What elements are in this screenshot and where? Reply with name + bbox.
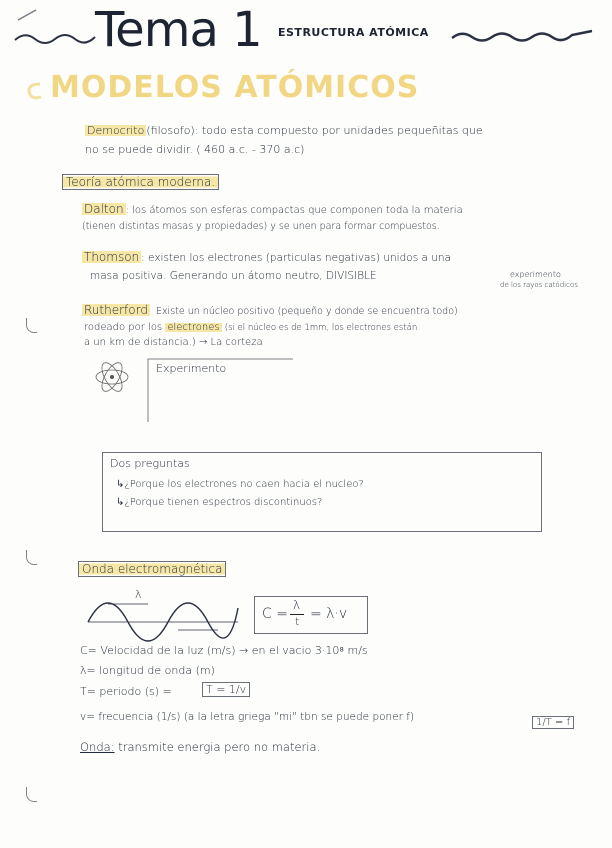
thomson-line1 <box>82 250 451 264</box>
thomson-note-2: de los rayos catódicos <box>500 281 578 289</box>
preguntas-q1: ↳¿Porque los electrones no caen hacia el nucleo? <box>116 479 364 490</box>
formula-t: t <box>295 615 300 628</box>
dalton-name: Dalton <box>84 202 124 216</box>
margin-mark-2 <box>26 550 37 565</box>
formula-c: C = <box>262 606 288 622</box>
thomson-note-1: experimento <box>510 270 561 279</box>
def-v-formula: 1/T = f <box>532 716 574 729</box>
def-c: C= Velocidad de la luz (m/s) → en el vacio 3·10⁸ m/s <box>80 644 368 657</box>
preguntas-title: Dos preguntas <box>110 457 190 470</box>
def-lambda: λ= longitud de onda (m) <box>80 664 215 677</box>
margin-mark-1 <box>26 318 37 333</box>
header-squiggle-right <box>452 26 592 46</box>
democrito-line1 <box>85 124 483 137</box>
rutherford-line2 <box>84 322 417 333</box>
atom-doodle <box>92 360 132 394</box>
democrito-text: (filosofo): todo esta compuesto por unidades pequeñitas que <box>146 124 483 137</box>
rutherford-electrones: electrones <box>167 322 220 333</box>
rutherford-line1 <box>82 303 458 317</box>
dalton-line2: (tienen distintas masas y propiedades) y se unen para formar compuestos. <box>82 221 440 232</box>
corner-stroke <box>18 8 38 22</box>
def-T-label: T= periodo (s) = <box>80 685 172 698</box>
dalton-text: : los átomos son esferas compactas que componen toda la materia <box>125 205 463 216</box>
thomson-text: : existen los electrones (particulas negativas) unidos a una <box>141 252 452 264</box>
rutherford-line2-a: rodeado por los <box>84 322 163 333</box>
def-T-formula: T = 1/v <box>202 682 250 697</box>
onda-footer-text: transmite energia pero no materia. <box>118 740 321 754</box>
formula-lambda: λ <box>293 598 301 612</box>
thomson-name: Thomson <box>84 250 140 264</box>
margin-mark-3 <box>26 787 37 802</box>
rutherford-line3-arrow: → La corteza <box>198 337 263 348</box>
wave-lambda-label: λ <box>135 588 142 601</box>
page-subtitle: ESTRUCTURA ATÓMICA <box>278 26 429 39</box>
preguntas-q2: ↳¿Porque tienen espectros discontinuos? <box>116 497 323 508</box>
onda-footer <box>80 740 320 754</box>
onda-footer-label: Onda: <box>80 740 115 754</box>
section-title: MODELOS ATÓMICOS <box>50 70 420 105</box>
onda-title: Onda electromagnética <box>78 561 226 577</box>
rutherford-name: Rutherford <box>84 303 148 317</box>
wave-diagram <box>86 588 246 638</box>
section-bullet-swirl <box>24 80 46 102</box>
dalton-line1 <box>82 202 463 216</box>
formula-rest: = λ·v <box>310 606 348 622</box>
democrito-line2: no se puede dividir. ( 460 a.c. - 370 a.c) <box>85 143 305 156</box>
rutherford-line3-text: a un km de distancia.) <box>84 337 196 348</box>
democrito-name: Democrito <box>87 124 145 137</box>
rutherford-text: Existe un núcleo positivo (pequeño y donde se encuentra todo) <box>155 306 458 317</box>
rutherford-line2-b: (si el núcleo es de 1mm, los electrones están <box>224 323 418 333</box>
experimento-label: Experimento <box>156 362 227 375</box>
page-title: Tema 1 <box>95 2 262 58</box>
theory-box: Teoría atómica moderna. <box>62 174 219 190</box>
rutherford-line3 <box>84 337 263 348</box>
header-squiggle-left <box>15 25 95 50</box>
def-v: v= frecuencia (1/s) (a la letra griega "mi" tbn se puede poner f) <box>80 711 415 723</box>
thomson-line2: masa positiva. Generando un átomo neutro, DIVISIBLE <box>90 270 377 282</box>
